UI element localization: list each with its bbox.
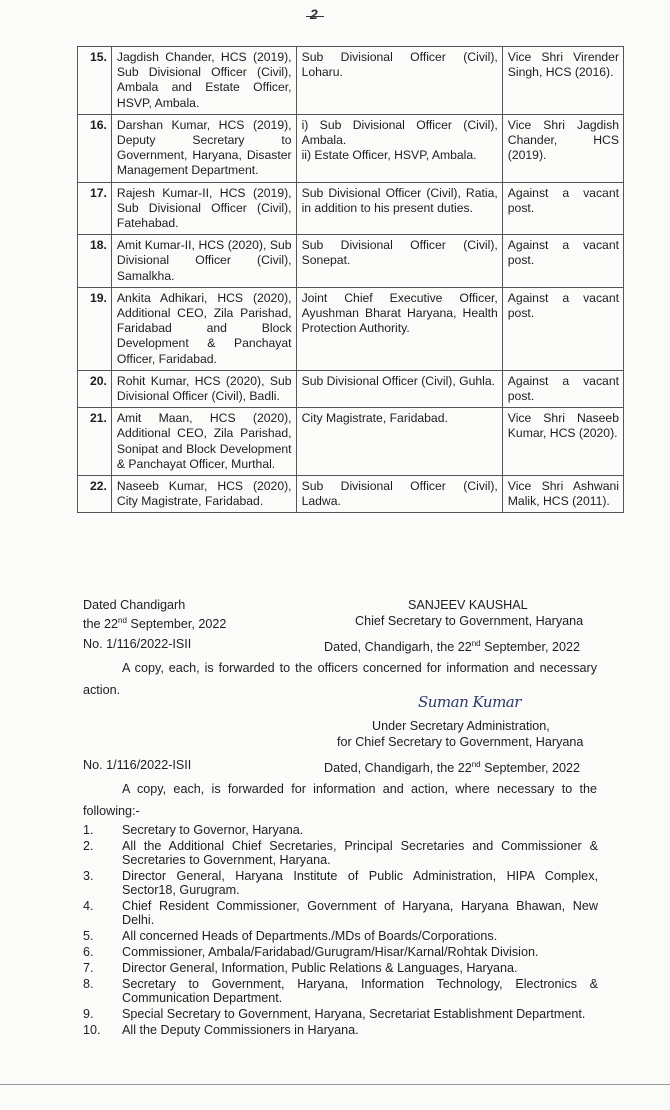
memo2-date: Dated, Chandigarh, the 22nd September, 2022 xyxy=(324,760,581,776)
list-item-number: 3. xyxy=(83,869,94,883)
list-item-text: All the Additional Chief Secretaries, Principal Secretaries and Commissioner & Secretaries to Government, Haryana. xyxy=(122,839,598,867)
list-item xyxy=(83,1023,598,1037)
vice-cell: Against a vacant post. xyxy=(502,235,623,288)
vice-cell: Vice Shri Virender Singh, HCS (2016). xyxy=(502,47,623,115)
serial-number-cell: 22. xyxy=(78,476,112,513)
dated-date: the 22nd September, 2022 xyxy=(83,616,227,632)
list-item-number: 6. xyxy=(83,945,94,959)
table-row xyxy=(78,114,624,182)
memo2-number: No. 1/116/2022-ISII xyxy=(83,758,192,772)
vice-cell: Against a vacant post. xyxy=(502,287,623,370)
memo1-text: A copy, each, is forwarded to the officers concerned for information and necessary action. xyxy=(83,661,597,697)
serial-number-cell: 21. xyxy=(78,408,112,476)
under-secretary-for: for Chief Secretary to Government, Haryana xyxy=(337,735,584,749)
list-item-text: Commissioner, Ambala/Faridabad/Gurugram/Hisar/Karnal/Rohtak Division. xyxy=(122,945,539,959)
list-item-text: Secretary to Government, Haryana, Information Technology, Electronics & Communication Department. xyxy=(122,977,598,1005)
officer-cell: Rohit Kumar, HCS (2020), Sub Divisional Officer (Civil), Badli. xyxy=(111,370,296,407)
serial-number-cell: 19. xyxy=(78,287,112,370)
serial-number-cell: 16. xyxy=(78,114,112,182)
list-item xyxy=(83,929,598,943)
list-item xyxy=(83,961,598,975)
table-row xyxy=(78,47,624,115)
memo2-text: A copy, each, is forwarded for information and action, where necessary to the following:- xyxy=(83,782,597,818)
list-item-number: 2. xyxy=(83,839,94,853)
vice-cell: Vice Shri Naseeb Kumar, HCS (2020). xyxy=(502,408,623,476)
signatory-name: SANJEEV KAUSHAL xyxy=(408,598,528,612)
serial-number-cell: 15. xyxy=(78,47,112,115)
table-row xyxy=(78,408,624,476)
handwritten-signature: Suman Kumar xyxy=(418,693,521,711)
serial-number-cell: 18. xyxy=(78,235,112,288)
page-bottom-rule xyxy=(0,1084,670,1085)
list-item-number: 7. xyxy=(83,961,94,975)
memo1-number: No. 1/116/2022-ISII xyxy=(83,637,192,651)
vice-cell: Against a vacant post. xyxy=(502,370,623,407)
list-item-number: 8. xyxy=(83,977,94,991)
posting-cell: City Magistrate, Faridabad. xyxy=(296,408,502,476)
vice-cell: Against a vacant post. xyxy=(502,182,623,235)
memo1-date: Dated, Chandigarh, the 22nd September, 2022 xyxy=(324,639,581,655)
distribution-list xyxy=(83,823,598,1039)
list-item-number: 5. xyxy=(83,929,94,943)
list-item xyxy=(83,899,598,927)
list-item-number: 1. xyxy=(83,823,94,837)
list-item xyxy=(83,1007,598,1021)
vice-cell: Vice Shri Jagdish Chander, HCS (2019). xyxy=(502,114,623,182)
under-secretary-title: Under Secretary Administration, xyxy=(372,719,550,733)
table-row xyxy=(78,235,624,288)
vice-cell: Vice Shri Ashwani Malik, HCS (2011). xyxy=(502,476,623,513)
list-item-text: Secretary to Governor, Haryana. xyxy=(122,823,304,837)
officer-cell: Rajesh Kumar-II, HCS (2019), Sub Divisional Officer (Civil), Fatehabad. xyxy=(111,182,296,235)
table-row xyxy=(78,182,624,235)
list-item-text: Director General, Haryana Institute of Public Administration, HIPA Complex, Sector18, Gurugram. xyxy=(122,869,598,897)
list-item xyxy=(83,823,598,837)
posting-cell: i) Sub Divisional Officer (Civil), Ambala. ii) Estate Officer, HSVP, Ambala. xyxy=(296,114,502,182)
officer-cell: Ankita Adhikari, HCS (2020), Additional CEO, Zila Parishad, Faridabad and Block Development & Panchayat Officer, Faridabad. xyxy=(111,287,296,370)
posting-cell: Sub Divisional Officer (Civil), Sonepat. xyxy=(296,235,502,288)
list-item-text: Special Secretary to Government, Haryana, Secretariat Establishment Department. xyxy=(122,1007,586,1021)
officer-cell: Amit Kumar-II, HCS (2020), Sub Divisional Officer (Civil), Samalkha. xyxy=(111,235,296,288)
posting-cell: Sub Divisional Officer (Civil), Ratia, in addition to his present duties. xyxy=(296,182,502,235)
officer-cell: Jagdish Chander, HCS (2019), Sub Divisional Officer (Civil), Ambala and Estate Officer, HSVP, Ambala. xyxy=(111,47,296,115)
table-row xyxy=(78,287,624,370)
list-item xyxy=(83,839,598,867)
table-row xyxy=(78,476,624,513)
officer-cell: Naseeb Kumar, HCS (2020), City Magistrate, Faridabad. xyxy=(111,476,296,513)
posting-cell: Sub Divisional Officer (Civil), Loharu. xyxy=(296,47,502,115)
list-item-number: 4. xyxy=(83,899,94,913)
dated-place: Dated Chandigarh xyxy=(83,598,186,612)
list-item-text: All the Deputy Commissioners in Haryana. xyxy=(122,1023,359,1037)
list-item-number: 9. xyxy=(83,1007,94,1021)
list-item-text: Chief Resident Commissioner, Government of Haryana, Haryana Bhawan, New Delhi. xyxy=(122,899,598,927)
page-number: 2 xyxy=(310,6,318,22)
serial-number-cell: 17. xyxy=(78,182,112,235)
posting-cell: Sub Divisional Officer (Civil), Ladwa. xyxy=(296,476,502,513)
list-item-text: All concerned Heads of Departments./MDs of Boards/Corporations. xyxy=(122,929,498,943)
posting-cell: Joint Chief Executive Officer, Ayushman Bharat Haryana, Health Protection Authority. xyxy=(296,287,502,370)
officer-cell: Amit Maan, HCS (2020), Additional CEO, Zila Parishad, Sonipat and Block Development & Panchayat Officer, Murthal. xyxy=(111,408,296,476)
serial-number-cell: 20. xyxy=(78,370,112,407)
list-item xyxy=(83,977,598,1005)
posting-orders-table xyxy=(77,46,624,513)
table-row xyxy=(78,370,624,407)
signatory-title: Chief Secretary to Government, Haryana xyxy=(355,614,584,628)
list-item xyxy=(83,945,598,959)
officer-cell: Darshan Kumar, HCS (2019), Deputy Secretary to Government, Haryana, Disaster Management Department. xyxy=(111,114,296,182)
list-item-number: 10. xyxy=(83,1023,101,1037)
list-item-text: Director General, Information, Public Relations & Languages, Haryana. xyxy=(122,961,518,975)
list-item xyxy=(83,869,598,897)
posting-cell: Sub Divisional Officer (Civil), Guhla. xyxy=(296,370,502,407)
